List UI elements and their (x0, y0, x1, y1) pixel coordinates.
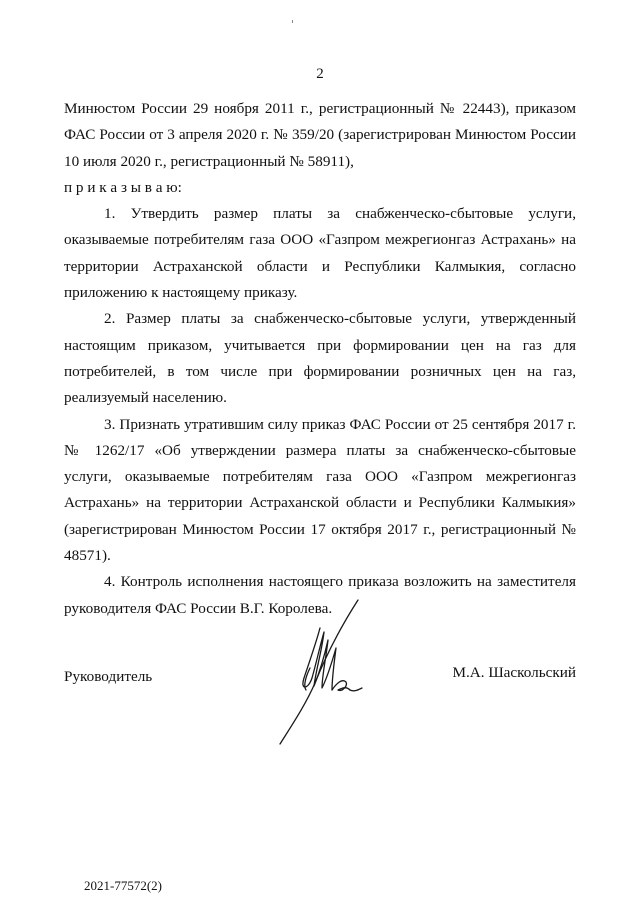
paragraph-intro: Минюстом России 29 ноября 2011 г., регистрационный № 22443), приказом ФАС России от 3 апреля 2020 г. № 359/20 (зарегистрирован Минюстом России 10 июля 2020 г., регистрационный № 58911), (64, 100, 576, 170)
signature-block (64, 664, 576, 688)
page-number: 2 (316, 66, 324, 82)
paragraph-item-2: 2. Размер платы за снабженческо-сбытовые услуги, утвержденный настоящим приказом, учитывается при формировании цен на газ для потребителей, в том числе при формировании розничных цен на газ, реализуемый населению. (64, 310, 576, 407)
paragraph-item-4: 4. Контроль исполнения настоящего приказа возложить на заместителя руководителя ФАС России В.Г. Королева. (64, 573, 576, 617)
paragraph-item-1: 1. Утвердить размер платы за снабженческо-сбытовые услуги, оказываемые потребителям газа ООО «Газпром межрегионгаз Астрахань» на территории Астраханской области и Республики Калмыкия, согласно приложению к настоящему приказу. (64, 205, 576, 302)
signer-title: Руководитель (64, 668, 153, 685)
document-body (64, 96, 576, 622)
paragraph-order-word: п р и к а з ы в а ю: (64, 178, 182, 196)
document-code: 2021-77572(2) (84, 878, 162, 893)
scan-mark (292, 20, 293, 23)
paragraph-item-3: 3. Признать утратившим силу приказ ФАС России от 25 сентября 2017 г. № 1262/17 «Об утверждении размера платы за снабженческо-сбытовые услуги, оказываемые потребителям газа ООО «Газпром межрегионгаз Астрахань» на территории Астраханской области и Республики Калмыкия» (зарегистрирован Минюстом России 17 октября 2017 г., регистрационный № 48571). (64, 415, 576, 565)
signer-name: М.А. Шаскольский (452, 664, 576, 681)
